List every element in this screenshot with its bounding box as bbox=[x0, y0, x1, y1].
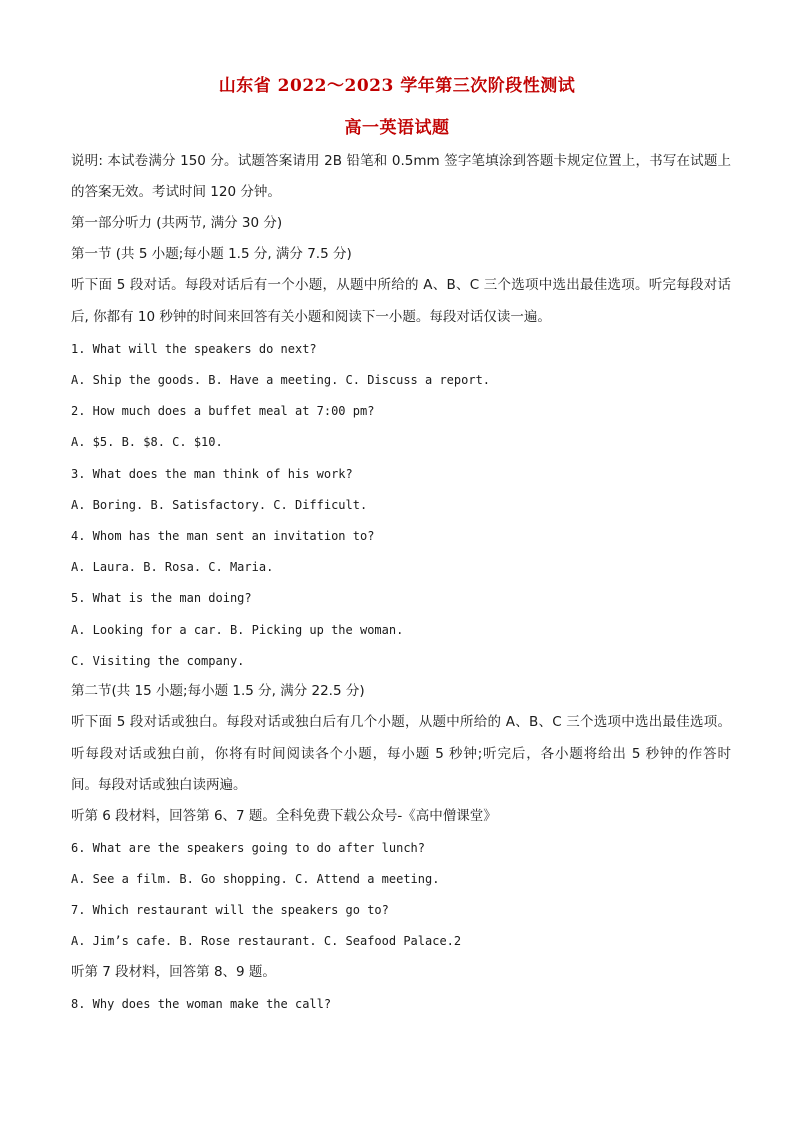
section2-directions-3: 间。每段对话或独白读两遍。 bbox=[71, 777, 247, 793]
section2-directions-2: 听每段对话或独白前，你将有时间阅读各个小题，每小题 5 秒钟;听完后，各小题将给出 5 秒钟的作答时 bbox=[71, 746, 731, 762]
exam-subtitle: 高一英语试题 bbox=[344, 118, 450, 138]
question-6-options: A. See a film. B. Go shopping. C. Attend a meeting. bbox=[71, 872, 440, 886]
section1-directions-1: 听下面 5 段对话。每段对话后有一个小题，从题中所给的 A、B、C 三个选项中选出最佳选项。听完每段对话 bbox=[71, 277, 731, 293]
question-1-options: A. Ship the goods. B. Have a meeting. C. Discuss a report. bbox=[71, 373, 491, 387]
question-5-options-2: C. Visiting the company. bbox=[71, 654, 245, 668]
question-7-options: A. Jim’s cafe. B. Rose restaurant. C. Seafood Palace.2 bbox=[71, 934, 462, 948]
question-5: 5. What is the man doing? bbox=[71, 591, 252, 605]
exam-title: 山东省 2022～2023 学年第三次阶段性测试 bbox=[218, 76, 576, 96]
question-2-options: A. $5. B. $8. C. $10. bbox=[71, 435, 223, 449]
question-8: 8. Why does the woman make the call? bbox=[71, 997, 332, 1011]
part1-heading: 第一部分听力 (共两节, 满分 30 分) bbox=[71, 215, 283, 231]
question-6: 6. What are the speakers going to do after lunch? bbox=[71, 841, 426, 855]
instructions-line-1: 说明: 本试卷满分 150 分。试题答案请用 2B 铅笔和 0.5mm 签字笔填涂到答题卡规定位置上，书写在试题上 bbox=[71, 153, 731, 169]
question-1: 1. What will the speakers do next? bbox=[71, 342, 317, 356]
section2-directions-1: 听下面 5 段对话或独白。每段对话或独白后有几个小题，从题中所给的 A、B、C 三个选项中选出最佳选项。 bbox=[71, 714, 731, 730]
question-4: 4. Whom has the man sent an invitation to? bbox=[71, 529, 375, 543]
instructions-line-2: 的答案无效。考试时间 120 分钟。 bbox=[71, 184, 281, 200]
question-3-options: A. Boring. B. Satisfactory. C. Difficult. bbox=[71, 498, 368, 512]
section1-directions-2: 后, 你都有 10 秒钟的时间来回答有关小题和阅读下一小题。每段对话仅读一遍。 bbox=[71, 309, 551, 325]
question-5-options-1: A. Looking for a car. B. Picking up the woman. bbox=[71, 623, 404, 637]
material-7-heading: 听第 7 段材料，回答第 8、9 题。 bbox=[71, 964, 276, 980]
material-6-heading: 听第 6 段材料，回答第 6、7 题。全科免费下载公众号-《高中僧课堂》 bbox=[71, 808, 497, 824]
question-7: 7. Which restaurant will the speakers go to? bbox=[71, 903, 389, 917]
question-4-options: A. Laura. B. Rosa. C. Maria. bbox=[71, 560, 274, 574]
section1-heading: 第一节 (共 5 小题;每小题 1.5 分, 满分 7.5 分) bbox=[71, 246, 352, 262]
question-3: 3. What does the man think of his work? bbox=[71, 467, 353, 481]
question-2: 2. How much does a buffet meal at 7:00 pm? bbox=[71, 404, 375, 418]
section2-heading: 第二节(共 15 小题;每小题 1.5 分, 满分 22.5 分) bbox=[71, 683, 365, 699]
